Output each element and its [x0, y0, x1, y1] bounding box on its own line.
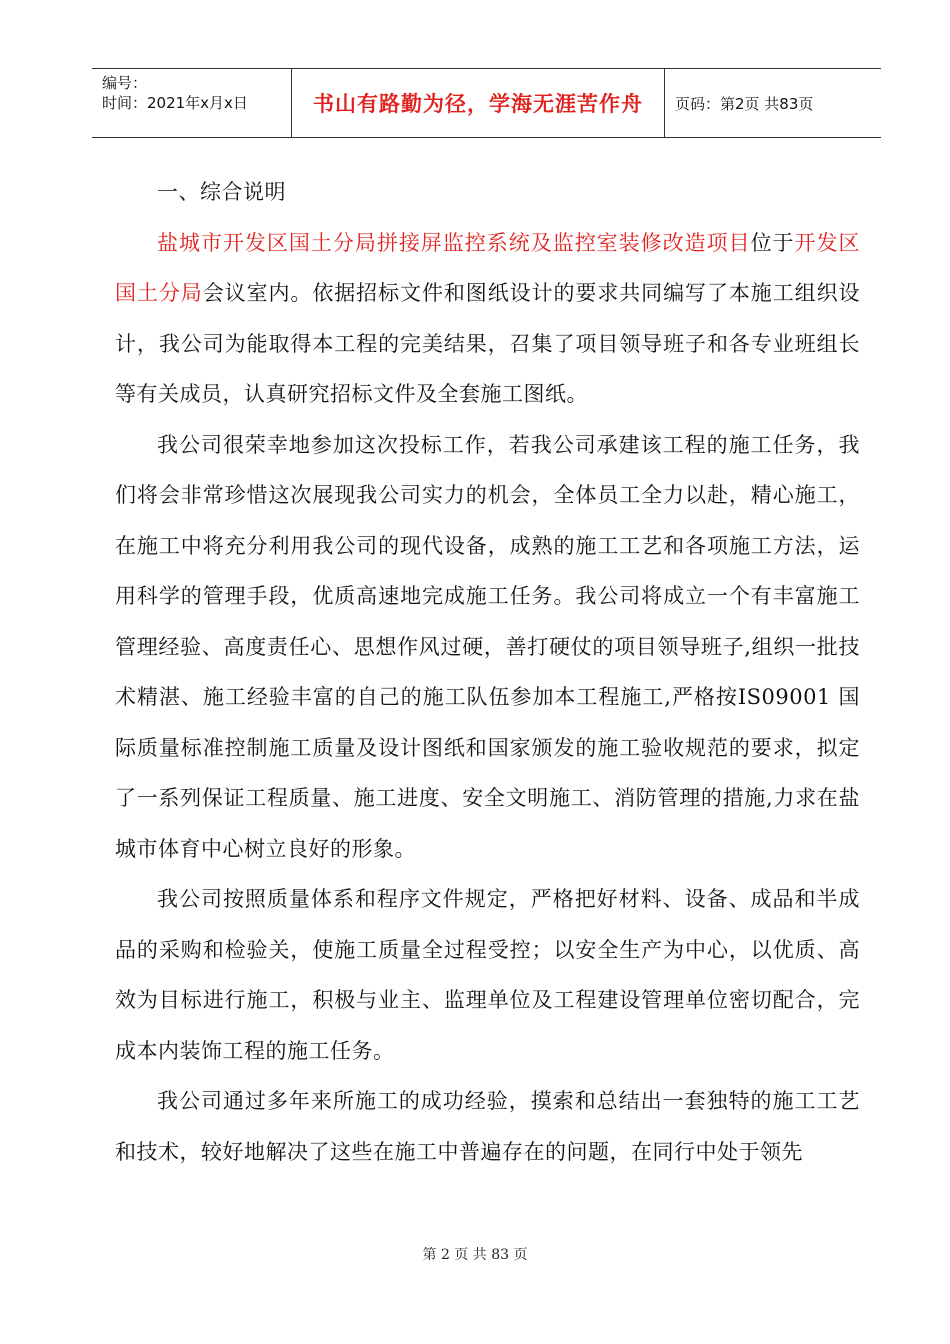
paragraph-2: 我公司很荣幸地参加这次投标工作，若我公司承建该工程的施工任务，我们将会非常珍惜这次展现我公司实力的机会，全体员工全力以赴，精心施工，在施工中将充分利用我公司的现代设备，成熟的施工工艺和各项施工方法，运用科学的管理手段，优质高速地完成施工任务。我公司将成立一个有丰富施工管理经验、高度责任心、思想作风过硬，善打硬仗的项目领导班子,组织一批技术精湛、施工经验丰富的自己的施工队伍参加本工程施工,严格按IS09001 国际质量标准控制施工质量及设计图纸和国家颁发的施工验收规范的要求，拟定了一系列保证工程质量、施工进度、安全文明施工、消防管理的措施,力求在盐城市体育中心树立良好的形象。 [115, 432, 860, 861]
header-meta [92, 69, 292, 137]
document-body [115, 167, 860, 1177]
document-time-label: 时间：2021年x月x日 [102, 94, 248, 112]
page-header [92, 68, 881, 138]
paragraph-1-text-a: 位于 [750, 230, 795, 255]
document-number-label: 编号： [102, 74, 148, 92]
paragraph-4: 我公司通过多年来所施工的成功经验，摸索和总结出一套独特的施工工艺和技术，较好地解决了这些在施工中普遍存在的问题，在同行中处于领先 [115, 1089, 860, 1164]
location-highlight: 开发区国土分局 [115, 230, 860, 305]
project-name-highlight: 盐城市开发区国土分局拼接屏监控系统及监控室装修改造项目 [157, 230, 751, 255]
paragraph-1 [115, 218, 860, 420]
header-page-info: 页码：第2页 共83页 [675, 94, 814, 113]
paragraph-3: 我公司按照质量体系和程序文件规定，严格把好材料、设备、成品和半成品的采购和检验关，使施工质量全过程受控；以安全生产为中心，以优质、高效为目标进行施工，积极与业主、监理单位及工程建设管理单位密切配合，完成本内装饰工程的施工任务。 [115, 887, 860, 1063]
section-title: 一、综合说明 [157, 180, 286, 204]
paragraph-1-text-b: 会议室内。依据招标文件和图纸设计的要求共同编写了本施工组织设计，我公司为能取得本工程的完美结果，召集了项目领导班子和各专业班组长等有关成员，认真研究招标文件及全套施工图纸。 [115, 281, 861, 406]
header-motto: 书山有路勤为径，学海无涯苦作舟 [292, 69, 665, 137]
page-footer: 第 2 页 共 83 页 [422, 1247, 528, 1263]
